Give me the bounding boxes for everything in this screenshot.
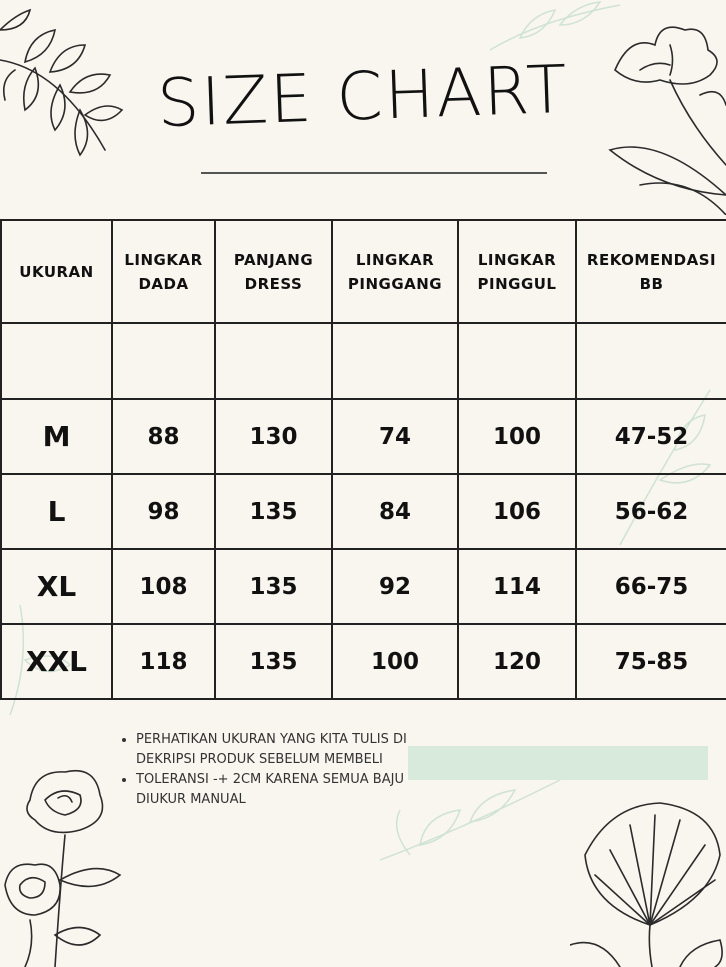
- table-cell: 135: [215, 624, 332, 699]
- table-cell: 88: [112, 399, 215, 474]
- size-label: M: [1, 399, 112, 474]
- table-cell: 56-62: [576, 474, 726, 549]
- header-ukuran: UKURAN: [1, 220, 112, 323]
- header-rekomendasi-bb: REKOMENDASI BB: [576, 220, 726, 323]
- table-cell: 47-52: [576, 399, 726, 474]
- table-cell: 106: [458, 474, 576, 549]
- size-table: [0, 219, 726, 700]
- table-cell: 84: [332, 474, 458, 549]
- size-label: L: [1, 474, 112, 549]
- highlight-band: [408, 746, 708, 780]
- table-row: [1, 624, 726, 699]
- table-row: [1, 474, 726, 549]
- table-cell: 135: [215, 549, 332, 624]
- table-cell: 120: [458, 624, 576, 699]
- ginkgo-leaf-icon: [570, 795, 726, 967]
- header-lingkar-pinggang: LINGKAR PINGGANG: [332, 220, 458, 323]
- table-row: [1, 399, 726, 474]
- rose-icon: [0, 760, 130, 967]
- header-panjang-dress: PANJANG DRESS: [215, 220, 332, 323]
- page-title: SIZE CHART: [156, 50, 570, 143]
- table-row: [1, 549, 726, 624]
- table-row-empty: [1, 323, 726, 399]
- header-lingkar-dada: LINGKAR DADA: [112, 220, 215, 323]
- note-item: • PERHATIKAN UKURAN YANG KITA TULIS DI DEKRIPSI PRODUK SEBELUM MEMBELI: [136, 730, 418, 770]
- size-label: XL: [1, 549, 112, 624]
- table-cell: 74: [332, 399, 458, 474]
- size-label: XXL: [1, 624, 112, 699]
- note-item: • TOLERANSI -+ 2CM KARENA SEMUA BAJU DIUKUR MANUAL: [136, 770, 418, 810]
- table-cell: 100: [458, 399, 576, 474]
- table-cell: 98: [112, 474, 215, 549]
- title-divider: [201, 172, 547, 174]
- table-cell: 114: [458, 549, 576, 624]
- table-header-row: [1, 220, 726, 323]
- table-cell: 108: [112, 549, 215, 624]
- table-cell: 118: [112, 624, 215, 699]
- notes: [118, 730, 418, 810]
- table-cell: 92: [332, 549, 458, 624]
- table-cell: 135: [215, 474, 332, 549]
- table-cell: 130: [215, 399, 332, 474]
- header-lingkar-pinggul: LINGKAR PINGGUL: [458, 220, 576, 323]
- table-cell: 66-75: [576, 549, 726, 624]
- table-cell: 100: [332, 624, 458, 699]
- table-cell: 75-85: [576, 624, 726, 699]
